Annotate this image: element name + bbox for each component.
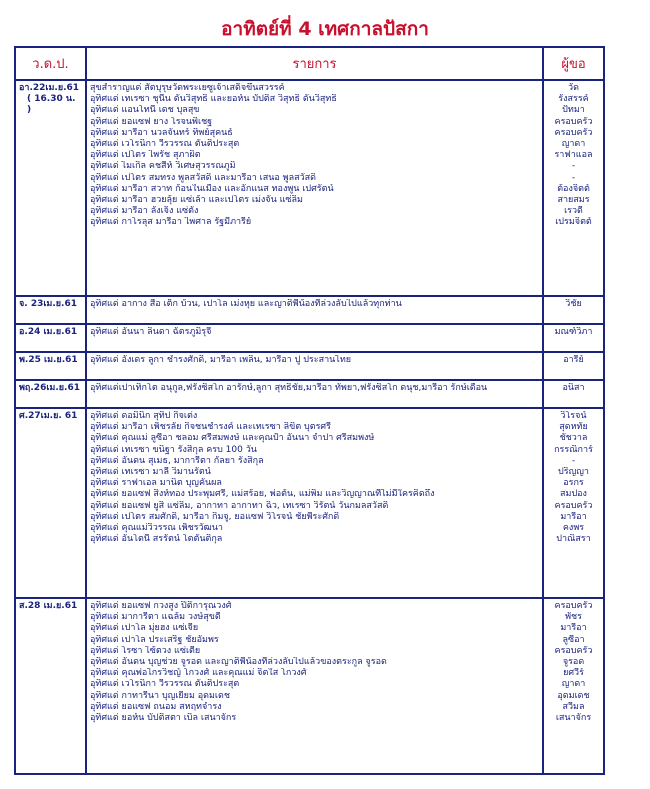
requester-name: ลูซีอา: [562, 634, 585, 645]
date-text: อา.22เม.ย.61: [19, 83, 80, 93]
list-item: อุทิศแด่ เทเรซา ขนิฐา รังสิกุล ครบ 100 วัน: [90, 444, 257, 455]
items-cell: [86, 598, 543, 774]
requester-name: พัชร: [565, 612, 582, 623]
time-text: ( 16.30 น. ): [27, 94, 76, 116]
requester-cell: [543, 598, 604, 774]
list-item: อุทิศแด่ คุณแม่วิวรรณ เพ็ชรวัฒนา: [90, 522, 223, 533]
requester-name: อนิสา: [562, 383, 585, 393]
list-item: อุทิศแด่ ยอแซฟ ถนอม สหฤทจำรง: [90, 701, 222, 712]
list-item: อุทิศแด่ อากาง สือ เต็ก บ้วน, เปาโล เม่งหุย และญาติพี่น้องที่ล่วงลับไปแล้วทุกท่าน: [90, 299, 402, 309]
list-item: อุทิศแด่ มารีอา นวลจันทร์ ทิพย์สุคนธ์: [90, 127, 233, 138]
list-item: อุทิศแด่ กาโรลุส มารีอา ไพศาล รัฐมีภารีย์: [90, 217, 252, 228]
items-cell: [86, 296, 543, 324]
requester-name: อุดมเดช: [557, 690, 590, 701]
date-cell: ศ.27เม.ย. 61: [15, 408, 86, 598]
requester-cell: [543, 380, 604, 408]
requester-cell: [543, 80, 604, 296]
list-item: อุทิศแด่ ยอแซฟ กวงสูง ปิติการุณวงศ์: [90, 601, 232, 611]
list-item: อุทิศแด่ มารีอา ลั้งเจ็ง แซ่ตั้ง: [90, 206, 199, 217]
requester-name: เปรมจิตต์: [555, 217, 592, 228]
requester-name: จูรอด: [562, 656, 585, 667]
requester-name: สวีมล: [562, 701, 585, 712]
list-item: อุทิศแด่ เปโตร สมศักดิ์, มารีอา กิมจู, ยอแซฟ วิโรจน์ ชัยพีระศักดิ์: [90, 511, 340, 522]
header-items: รายการ: [86, 47, 543, 80]
list-item: อุทิศแด่ อันดน บุญช่วย จูรอด และญาติพี่น้องที่ล่วงลับไปแล้วของตระกูล จูรอด: [90, 656, 387, 667]
mass-intention-table: [14, 46, 605, 775]
requester-name: มารีอา: [560, 623, 587, 634]
list-item: อุทิศแด่ เวโรนิกา วีรวรรณ ตันติประสุต: [90, 679, 240, 690]
requester-name: ครอบครัว: [554, 645, 593, 656]
list-item: อุทิศแด่ ยอแซฟ ยูสิ แซ่ลิ้ม, อากาทา อากาทา ฉิว, เทเรซา วิรัตน์ วันกมลสวัสดิ์: [90, 500, 389, 511]
table-row: [15, 296, 604, 324]
requester-name: เสนาจักร: [555, 712, 592, 723]
items-cell: [86, 408, 543, 598]
table-row: [15, 324, 604, 352]
list-item: อุทิศแด่ อั๋นโตนี สรรัตน์ โตตันติกุล: [90, 534, 223, 545]
list-item: อุทิศแด่ ยอห์น บัปติสตา เบิ้ล เสนาจักร: [90, 712, 237, 723]
header-date: ว.ด.ป.: [15, 47, 86, 80]
requester-name: ครอบครัว: [554, 116, 593, 127]
requester-name: ราฟาแอล: [554, 150, 593, 161]
date-cell: ส.28 เม.ย.61: [15, 598, 86, 774]
requester-name: -: [571, 161, 576, 172]
date-cell: พฤ.26เม.ย.61: [15, 380, 86, 408]
requester-name: กรรณิการ์: [554, 444, 593, 455]
list-item: อุทิศแด่ มาการีตา แฉล้ม วงษ์สุขดี: [90, 612, 221, 623]
header-requester: ผู้ขอ: [543, 47, 604, 80]
list-item: อุทิศแด่ ราฟาเอล มานิต บุญคั้นผล: [90, 478, 222, 489]
list-item: อุทิศแด่ ยอแซฟ สิงห์ทอง ประพุมศรี, แม่สร้อย, พ่อต้น, แม่พิม และวิญญาณที่ไม่มีใครคิดถึง: [90, 489, 435, 500]
requester-cell: [543, 296, 604, 324]
table-row: [15, 408, 604, 598]
requester-name: ครอบครัว: [554, 601, 593, 611]
requester-name: ยศวีร์: [563, 668, 584, 679]
requester-name: ปาณิสรา: [556, 534, 591, 545]
list-item: อุทิศแด่ คุณพ่อไกรวิชญ์ โกวงศ์ และคุณแม่ จิตใส โกวงศ์: [90, 668, 307, 679]
list-item: อุทิศแด่ ไมเกิ้ล คชสีห์ วิเศษสุวรรณภูมิ: [90, 161, 236, 172]
requester-name: มารีอา: [560, 511, 587, 522]
table-row: [15, 80, 604, 296]
table-row: [15, 598, 604, 774]
requester-name: สายสมร: [557, 194, 590, 205]
list-item: อุทิศแด่ แอนโทนี่ เดช บุลสุข: [90, 105, 200, 116]
list-item: อุทิศแด่เปาเทิกโต อนุกูล,ฟรังซิสโก อารักษ์,ลูกา สุทธิชัย,มารีอา ทัพยา,ฟรังซิสโก ดนุช,มารีอา รักษ์เดือน: [90, 383, 488, 393]
date-cell: จ. 23เม.ย.61: [15, 296, 86, 324]
list-item: อุทิศแด่ กาทารีนา บุญเยี่ยม อุดมเดช: [90, 690, 230, 701]
list-item: สุขสำราญแด่ สัตบุรุษวัดพระเยซูเจ้าเสด็จขึ้นสวรรค์: [90, 83, 285, 93]
requester-name: ครอบครัว: [554, 500, 593, 511]
requester-cell: [543, 324, 604, 352]
requester-name: ปริญญา: [558, 466, 589, 477]
requester-name: -: [571, 172, 576, 183]
requester-name: ญาดา: [561, 679, 586, 690]
list-item: อุทิศแด่ โรซา ไซ้ตวง แซ่เตีย: [90, 645, 201, 656]
list-item: อุทิศแด่ อังเดร ลูกา ชำรงศักดิ์, มารีอา เพลิน, มารีอา ปู ประสานไทย: [90, 355, 352, 365]
date-cell: พ.25 เม.ย.61: [15, 352, 86, 380]
requester-name: วิโรจน์: [560, 411, 587, 421]
requester-name: อารีย์: [563, 355, 584, 365]
requester-name: เรวดี: [564, 206, 583, 217]
requester-name: ญาดา: [561, 138, 586, 149]
table-header-row: [15, 47, 604, 80]
date-cell: [15, 80, 86, 296]
list-item: อุทิศแด่ ยอแซฟ ยาง โรจนพิเชฐ: [90, 116, 213, 127]
requester-name: อรกร: [563, 478, 584, 489]
list-item: อุทิศแด่ มารีอา ฮวยลุ้ย แซ่เล้า และเปโตร เม่งจั้น แซ่ลิ้ม: [90, 194, 303, 205]
list-item: อุทิศแด่ มารีอา สวาท ก้อนในเมือง และอักแนส ทองพูน เปศรัตน์: [90, 183, 334, 194]
requester-name: รังสรรค์: [558, 94, 589, 105]
items-cell: [86, 380, 543, 408]
requester-name: คงพร: [562, 522, 585, 533]
items-cell: [86, 352, 543, 380]
requester-name: วัด: [568, 83, 579, 93]
list-item: อุทิศแด่ มารีอา เพ็ชรลัย กิจชนชำรงค์ และเทเรซา ลิขิต บุตรศรี: [90, 422, 331, 433]
requester-name: ครอบครัว: [554, 127, 593, 138]
list-item: อุทิศแด่ เปาโล มุ่ยฮง แซ่เจีย: [90, 623, 199, 634]
list-item: อุทิศแด่ เวโรนิกา วีรวรรณ ตันติประสุต: [90, 138, 240, 149]
items-cell: [86, 80, 543, 296]
list-item: อุทิศแด่ เทเรซา ชุนีน ดันวิสุทธิ์ และยอห์น บัปติส วิสุทธิ์ ดันวิสุทธิ์: [90, 94, 337, 105]
table-row: [15, 352, 604, 380]
items-cell: [86, 324, 543, 352]
list-item: อุทิศแด่ คุณแม่ ลูซีอา ชลอม ศรีสมพงษ์ และคุณป้า อันนา จำปา ศรีสมพงษ์: [90, 433, 375, 444]
requester-name: สุดหทัย: [559, 422, 588, 433]
page-title: อาทิตย์ที่ 4 เทศกาลปัสกา: [221, 18, 429, 40]
requester-name: มณฑ์วิภา: [554, 327, 593, 337]
requester-name: ปัทมา: [562, 105, 585, 116]
list-item: อุทิศแด่ เปโตร ไพรัช สุภาผิต: [90, 150, 201, 161]
requester-name: ชัชวาล: [559, 433, 588, 444]
list-item: อุทิศแด่ อันดน สุเมธ, มาการีตา กัลยา รังสิกุล: [90, 455, 264, 466]
date-cell: อ.24 เม.ย.61: [15, 324, 86, 352]
list-item: อุทิศแด่ เทเรซา มาลี วิมานรัตน์: [90, 466, 211, 477]
requester-name: วิชัย: [565, 299, 582, 309]
table-row: [15, 380, 604, 408]
list-item: อุทิศแด่ เปาโล ประเสริฐ ชัยอัมพร: [90, 634, 219, 645]
requester-name: -: [571, 455, 576, 466]
requester-cell: [543, 352, 604, 380]
requester-name: ต้องจิตต์: [557, 183, 590, 194]
requester-cell: [543, 408, 604, 598]
list-item: อุทิศแด่ อันนา ลินดา ฉัตรภูมิรุจี: [90, 327, 212, 337]
requester-name: สมปอง: [560, 489, 587, 500]
list-item: อุทิศแด่ เปโตร สมทรง พูลสวัสดิ์ และมารีอา เสนอ พูลสวัสดิ์: [90, 172, 316, 183]
list-item: อุทิศแด่ ดอมินิก สุทิป กิจเต่ง: [90, 411, 198, 421]
